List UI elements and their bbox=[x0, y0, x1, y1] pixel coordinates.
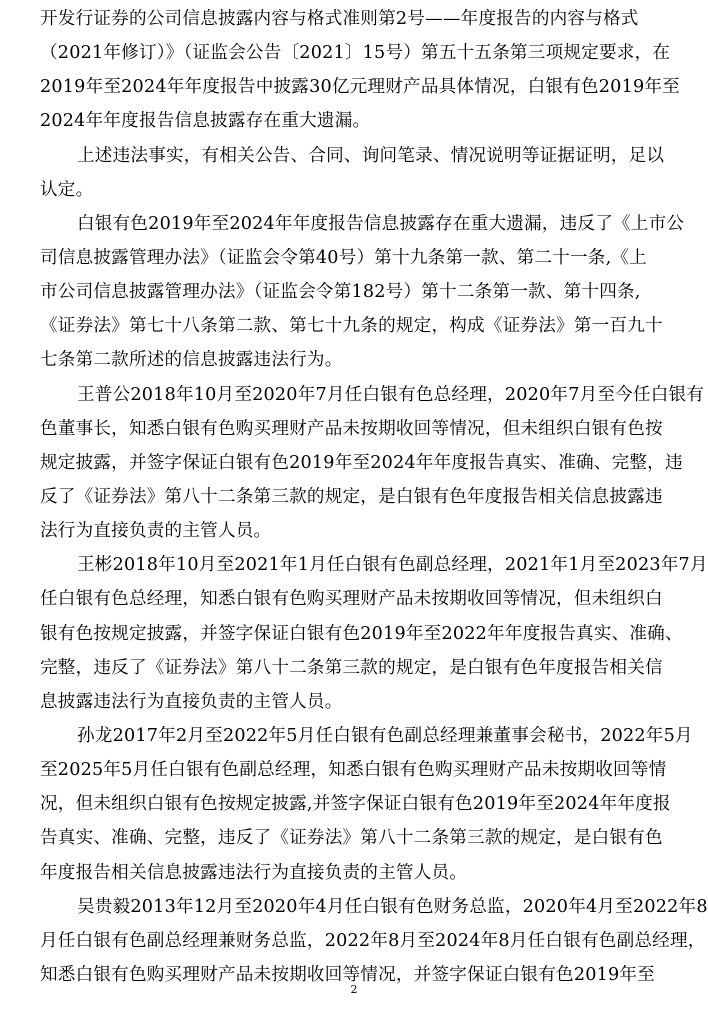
text-line: 《证券法》第七十八条第二款、第七十九条的规定，构成《证券法》第一百九十 bbox=[40, 316, 663, 337]
text-line: 至2025年5月任白银有色副总经理，知悉白银有色购买理财产品未按期收回等情 bbox=[40, 760, 667, 781]
text-line: 孙龙2017年2月至2022年5月任白银有色副总经理兼董事会秘书，2022年5月 bbox=[77, 725, 693, 746]
page-number: 2 bbox=[350, 983, 358, 996]
text-line: 况，但未组织白银有色按规定披露,并签字保证白银有色2019年至2024年年度报 bbox=[40, 794, 671, 815]
paragraph bbox=[40, 2, 680, 139]
text-line: 上述违法事实，有相关公告、合同、询问笔录、情况说明等证据证明，足以 bbox=[77, 145, 665, 166]
text-line: 告真实、准确、完整，违反了《证券法》第八十二条第三款的规定，是白银有色 bbox=[40, 828, 663, 849]
text-line: 年度报告相关信息披露违法行为直接负责的主管人员。 bbox=[40, 862, 468, 883]
text-line: 王彬2018年10月至2021年1月任白银有色副总经理，2021年1月至2023年7月 bbox=[77, 555, 708, 576]
text-line: 完整，违反了《证券法》第八十二条第三款的规定，是白银有色年度报告相关信 bbox=[40, 657, 663, 678]
text-line: 知悉白银有色购买理财产品未按期收回等情况，并签字保证白银有色2019年至 bbox=[40, 964, 655, 985]
text-line: （2021年修订）》（证监会公告〔2021〕15号）第五十五条第三项规定要求，在 bbox=[40, 43, 671, 64]
text-line: 司信息披露管理办法》（证监会令第40号）第十九条第一款、第二十一条,《上 bbox=[40, 247, 647, 268]
paragraph bbox=[40, 719, 693, 890]
text-line: 开发行证券的公司信息披露内容与格式准则第2号——年度报告的内容与格式 bbox=[40, 9, 639, 29]
text-line: 市公司信息披露管理办法》（证监会令第182号）第十二条第一款、第十四条, bbox=[40, 282, 641, 303]
text-line: 规定披露，并签字保证白银有色2019年至2024年年度报告真实、准确、完整，违 bbox=[40, 452, 683, 473]
paragraph bbox=[40, 890, 708, 992]
text-line: 月任白银有色副总经理兼财务总监，2022年8月至2024年8月任白银有色副总经理， bbox=[40, 930, 706, 951]
text-line: 白银有色2019年至2024年年度报告信息披露存在重大遗漏，违反了《上市公 bbox=[77, 213, 685, 234]
text-line: 反了《证券法》第八十二条第三款的规定，是白银有色年度报告相关信息披露违 bbox=[40, 486, 663, 507]
text-line: 认定。 bbox=[40, 179, 94, 200]
text-line: 2024年年度报告信息披露存在重大遗漏。 bbox=[40, 111, 371, 132]
text-line: 七条第二款所述的信息披露违法行为。 bbox=[40, 350, 343, 371]
text-line: 2019年至2024年年度报告中披露30亿元理财产品具体情况，白银有色2019年至 bbox=[40, 77, 680, 98]
text-line: 息披露违法行为直接负责的主管人员。 bbox=[40, 691, 343, 712]
paragraph bbox=[40, 378, 705, 549]
text-line: 任白银有色总经理，知悉白银有色购买理财产品未按期收回等情况，但未组织白 bbox=[40, 589, 663, 610]
document-page bbox=[40, 2, 708, 992]
text-line: 色董事长，知悉白银有色购买理财产品未按期收回等情况，但未组织白银有色按 bbox=[40, 418, 663, 439]
text-line: 银有色按规定披露，并签字保证白银有色2019年至2022年年度报告真实、准确、 bbox=[40, 623, 683, 644]
paragraph bbox=[40, 207, 685, 378]
text-line: 王普公2018年10月至2020年7月任白银有色总经理，2020年7月至今任白银有 bbox=[77, 384, 705, 405]
text-line: 法行为直接负责的主管人员。 bbox=[40, 521, 272, 542]
paragraph bbox=[40, 548, 708, 719]
text-line: 吴贵毅2013年12月至2020年4月任白银有色财务总监，2020年4月至2022年8 bbox=[77, 896, 708, 917]
paragraph bbox=[40, 139, 665, 207]
